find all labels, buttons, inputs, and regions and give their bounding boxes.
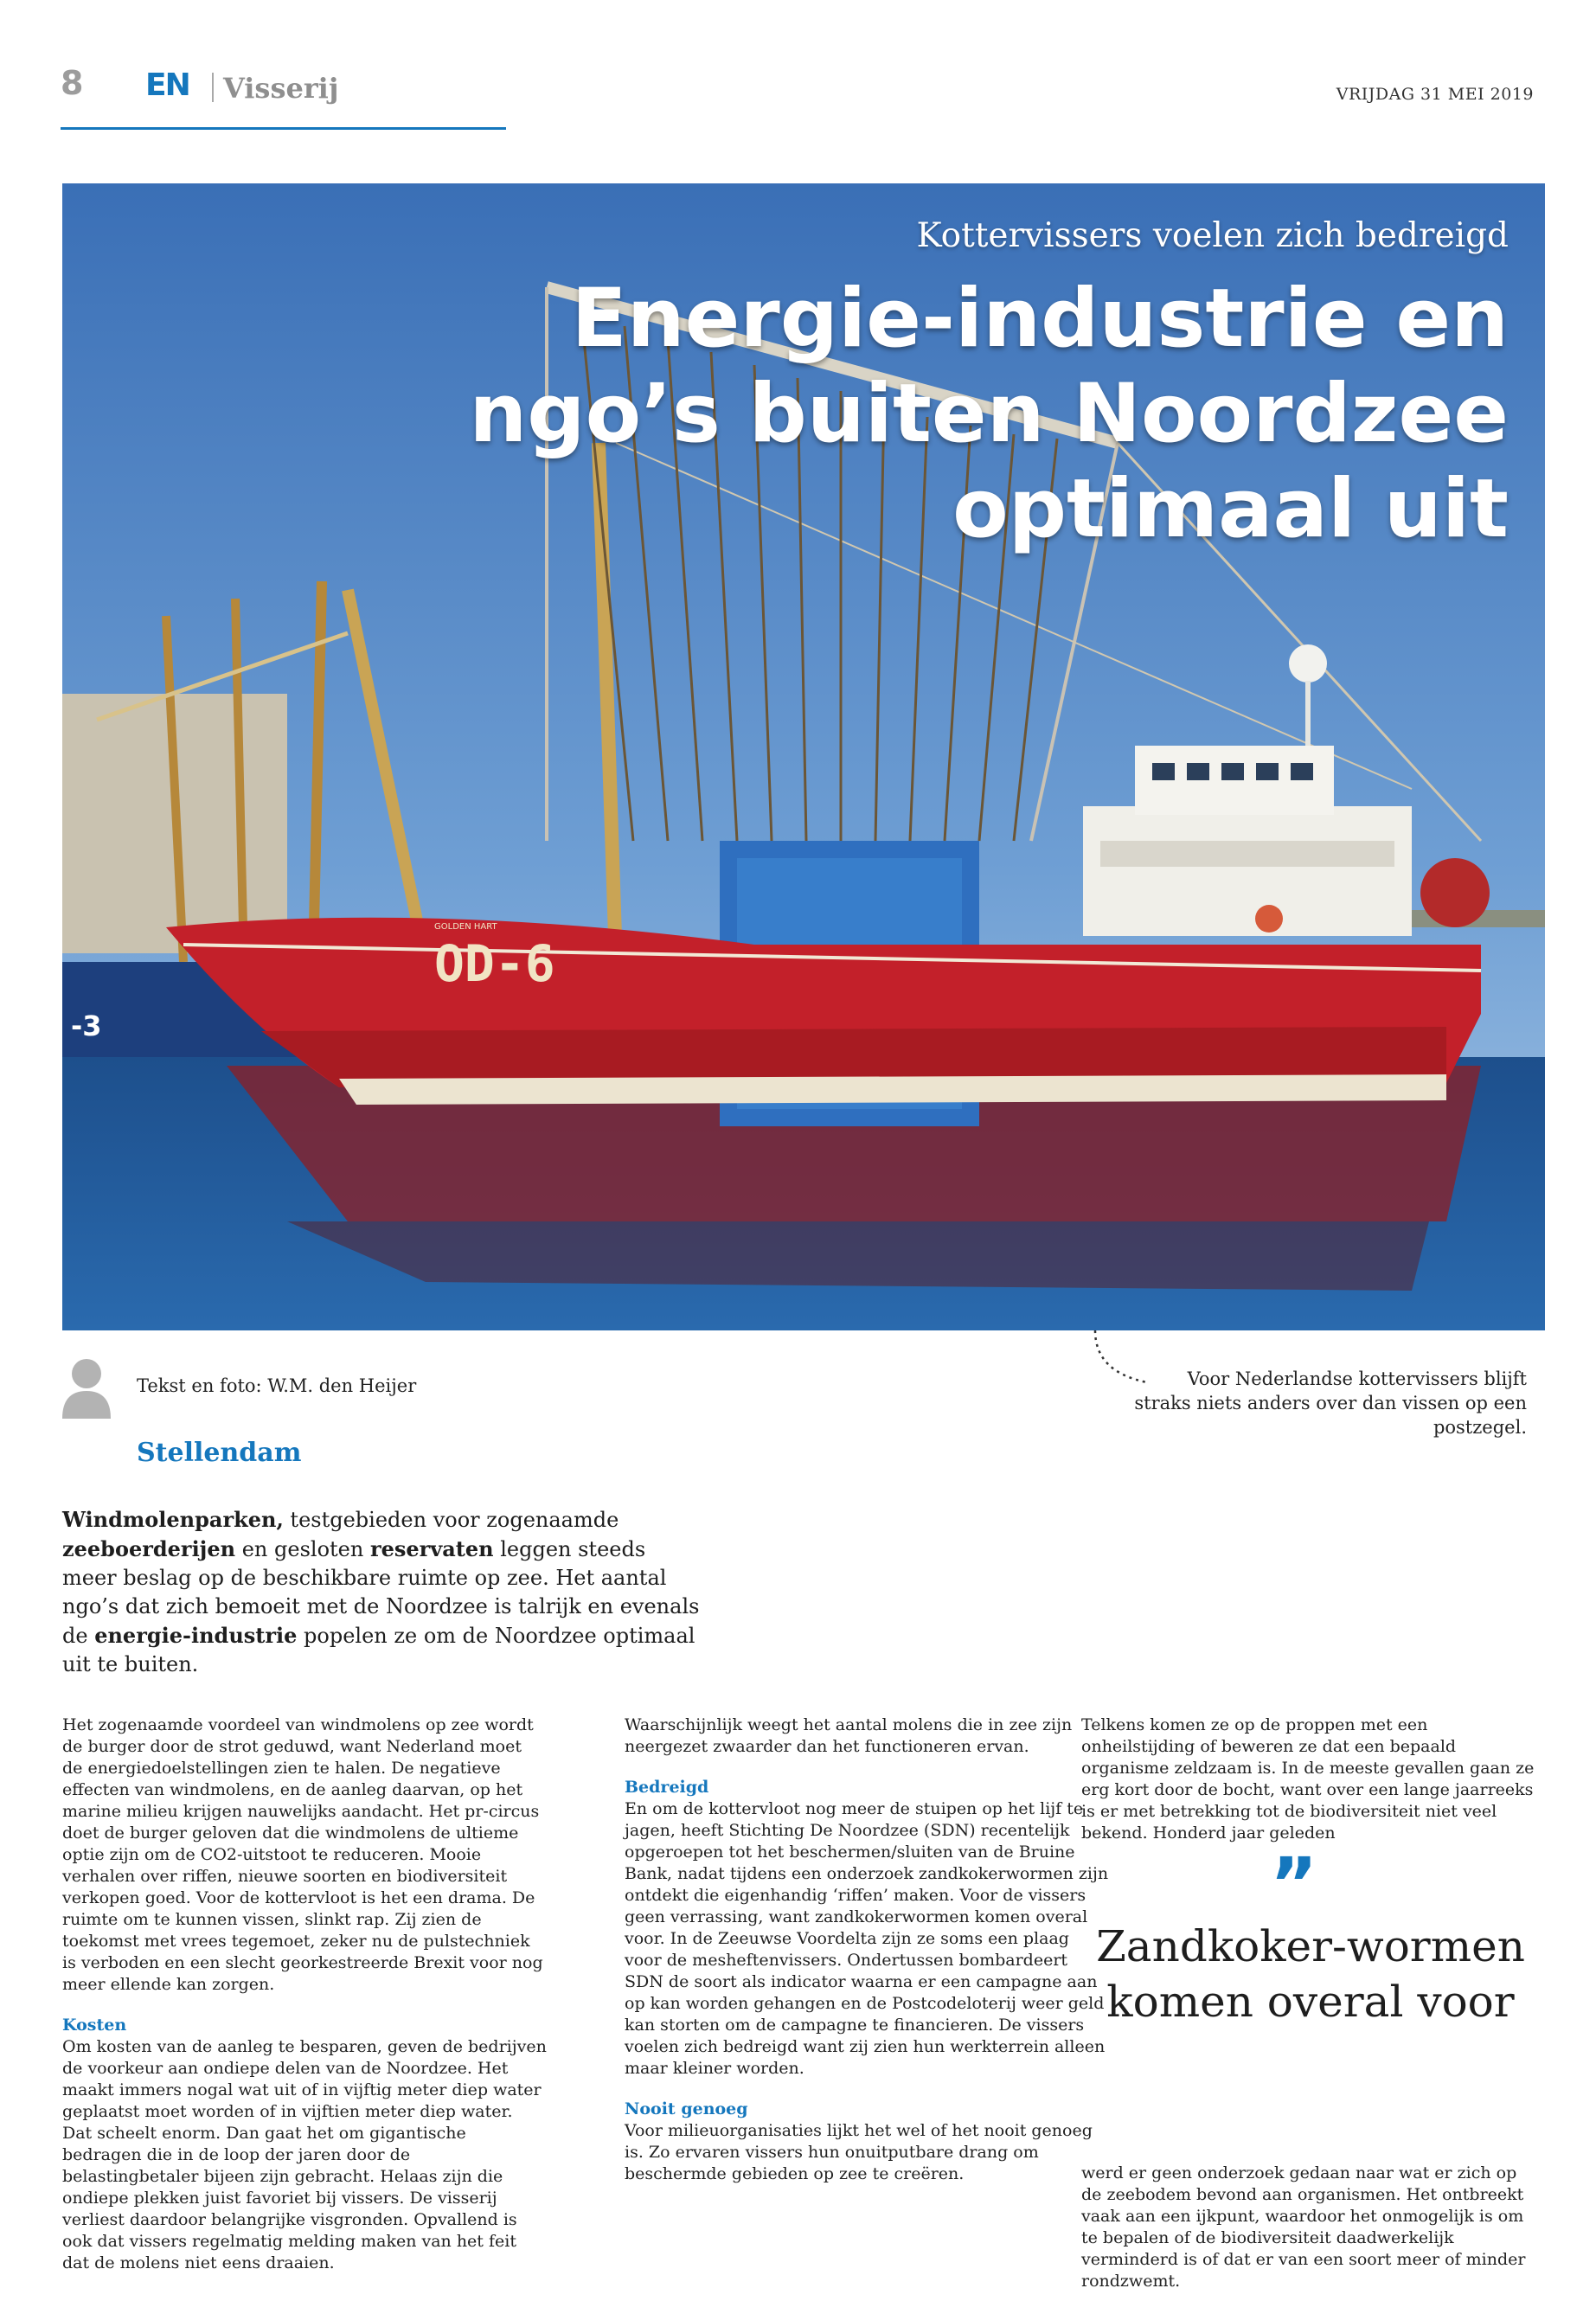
side-boat-number: -3	[71, 1009, 102, 1042]
author-avatar-icon	[62, 1356, 111, 1419]
lead-bold-2: zeeboerderijen	[62, 1536, 236, 1561]
lead-text-2: en gesloten	[235, 1537, 370, 1561]
body-paragraph: Voor milieuorganisaties lijkt het wel of het nooit genoeg is. Zo ervaren vissers hun onuitputbare drang om beschermde gebieden op zee te creëren.	[625, 2121, 1093, 2183]
photo-caption: Voor Nederlandse kottervissers blijft straks niets anders over dan vissen op een postzegel.	[1134, 1368, 1527, 1438]
hero-photo	[62, 183, 1545, 1330]
body-paragraph: En om de kottervloot nog meer de stuipen op het lijf te jagen, heeft Stichting De Noordzee (SDN) recentelijk opgeroepen tot het beschermen/sluiten van de Bruine Bank, nadat tijdens een onderzoek zandkokerwormen zijn ontdekt die eigenhandig ‘riffen’ maken. Voor de vissers geen verrassing, want zandkokerwormen komen overal voor. In de Zeeuwse Voordelta zijn ze soms een plaag voor de mesheftenvissers. Ondertussen bombardeert SDN de soort als indicator waarna er een campagne aan op kan worden gehangen en de Postcodeloterij weer geld kan storten om de campagne te financieren. De vissers voelen zich bedreigd want zij zien hun werkterrein alleen maar kleiner worden.	[625, 1799, 1109, 2078]
body-paragraph: Om kosten van de aanleg te besparen, geven de bedrijven de voorkeur aan ondiepe delen van de Noordzee. Het maakt immers nogal wat uit of in vijftig meter diep water geplaatst moet worden of in vijftien meter diep water. Dat scheelt enorm. Dan gaat het om gigantische bedragen die in de loop der jaren door de belastingbetaler bijeen zijn gebracht. Helaas zijn die ondiepe plekken juist favoriet bij vissers. De visserij verliest daardoor belangrijke visgronden. Opvallend is ook dat vissers regelmatig melding maken van het feit dat de molens niet eens draaien.	[62, 2037, 547, 2272]
page-number: 8	[61, 64, 84, 102]
lead-text-4: popelen ze om de Noordzee optimaal uit te buiten.	[62, 1624, 695, 1676]
body-paragraph: Telkens komen ze op de proppen met een onheilstijding of beweren ze dat een bepaald organisme zeldzaam is. In de meeste gevallen gaan ze erg kort door de bocht, want over een lange jaarreeks is er met betrekking tot de biodiversiteit niet veel bekend. Honderd jaar geleden	[1081, 1715, 1535, 1843]
body-paragraph: Waarschijnlijk weegt het aantal molens die in zee zijn neergezet zwaarder dan het functioneren ervan.	[625, 1715, 1073, 1756]
header-rule	[61, 127, 506, 130]
lead-bold-3: reservaten	[369, 1536, 494, 1561]
quote-mark-icon: ”	[1270, 1842, 1318, 1926]
newspaper-logo: EN	[145, 67, 189, 103]
dateline: Stellendam	[137, 1438, 302, 1468]
body-paragraph: Het zogenaamde voordeel van windmolens op zee wordt de burger door de strot geduwd, want Nederland moet de energiedoelstellingen zien te halen. De negatieve effecten van windmolens, en de aanleg daarvan, op het marine milieu krijgen nauwelijks aandacht. Het pr-circus doet de burger geloven dat die windmolens de ultieme optie zijn om de CO2-uitstoot te reduceren. Mooie verhalen over riffen, nieuwe soorten en biodiversiteit verkopen goed. Voor de kottervloot is het een drama. De ruimte om te kunnen vissen, slinkt rap. Zij zien de toekomst met vrees tegemoet, zeker nu de pulstechniek is verboden en een slecht georkestreerde Brexit voor nog meer ellende kan zorgen.	[62, 1715, 543, 1994]
article-lead	[62, 1505, 702, 1679]
body-column-2	[625, 1715, 1109, 2185]
article-headline: Energie-industrie en ngo’s buiten Noordzee optimaal uit	[469, 272, 1509, 556]
subheading-nooit-genoeg: Nooit genoeg	[625, 2099, 748, 2118]
lead-bold-1: Windmolenparken,	[62, 1507, 284, 1532]
subheading-bedreigd: Bedreigd	[625, 1778, 709, 1797]
body-paragraph: werd er geen onderzoek gedaan naar wat er zich op de zeebodem bevond aan organismen. Het ontbreekt vaak aan een ijkpunt, waardoor het onmogelijk is om te bepalen of de biodiversiteit daadwerkelijk verminderd is of dat er van een soort meer of minder rondzwemt.	[1081, 2163, 1526, 2291]
lead-text-3: leggen steeds meer beslag op de beschikbare ruimte op zee. Het aantal ngo’s dat zich bemoeit met de Noordzee is talrijk en evenals de	[62, 1537, 700, 1648]
lead-bold-4: energie-industrie	[94, 1623, 298, 1648]
article-kicker: Kottervissers voelen zich bedreigd	[916, 216, 1509, 255]
section-title: Visserij	[223, 72, 339, 105]
body-column-3	[1081, 1715, 1540, 1844]
header-divider	[212, 73, 214, 102]
byline: Tekst en foto: W.M. den Heijer	[137, 1375, 417, 1396]
subheading-kosten: Kosten	[62, 2016, 127, 2035]
issue-date: VRIJDAG 31 MEI 2019	[1336, 85, 1534, 104]
body-column-3-continued	[1081, 2163, 1540, 2292]
body-column-1	[62, 1715, 547, 2274]
hull-registration: OD-6	[434, 934, 555, 993]
hull-name: GOLDEN HART	[434, 922, 497, 932]
pull-quote: Zandkoker-wormen komen overal voor	[1096, 1921, 1525, 2027]
lead-text-1: testgebieden voor zogenaamde	[283, 1508, 619, 1532]
